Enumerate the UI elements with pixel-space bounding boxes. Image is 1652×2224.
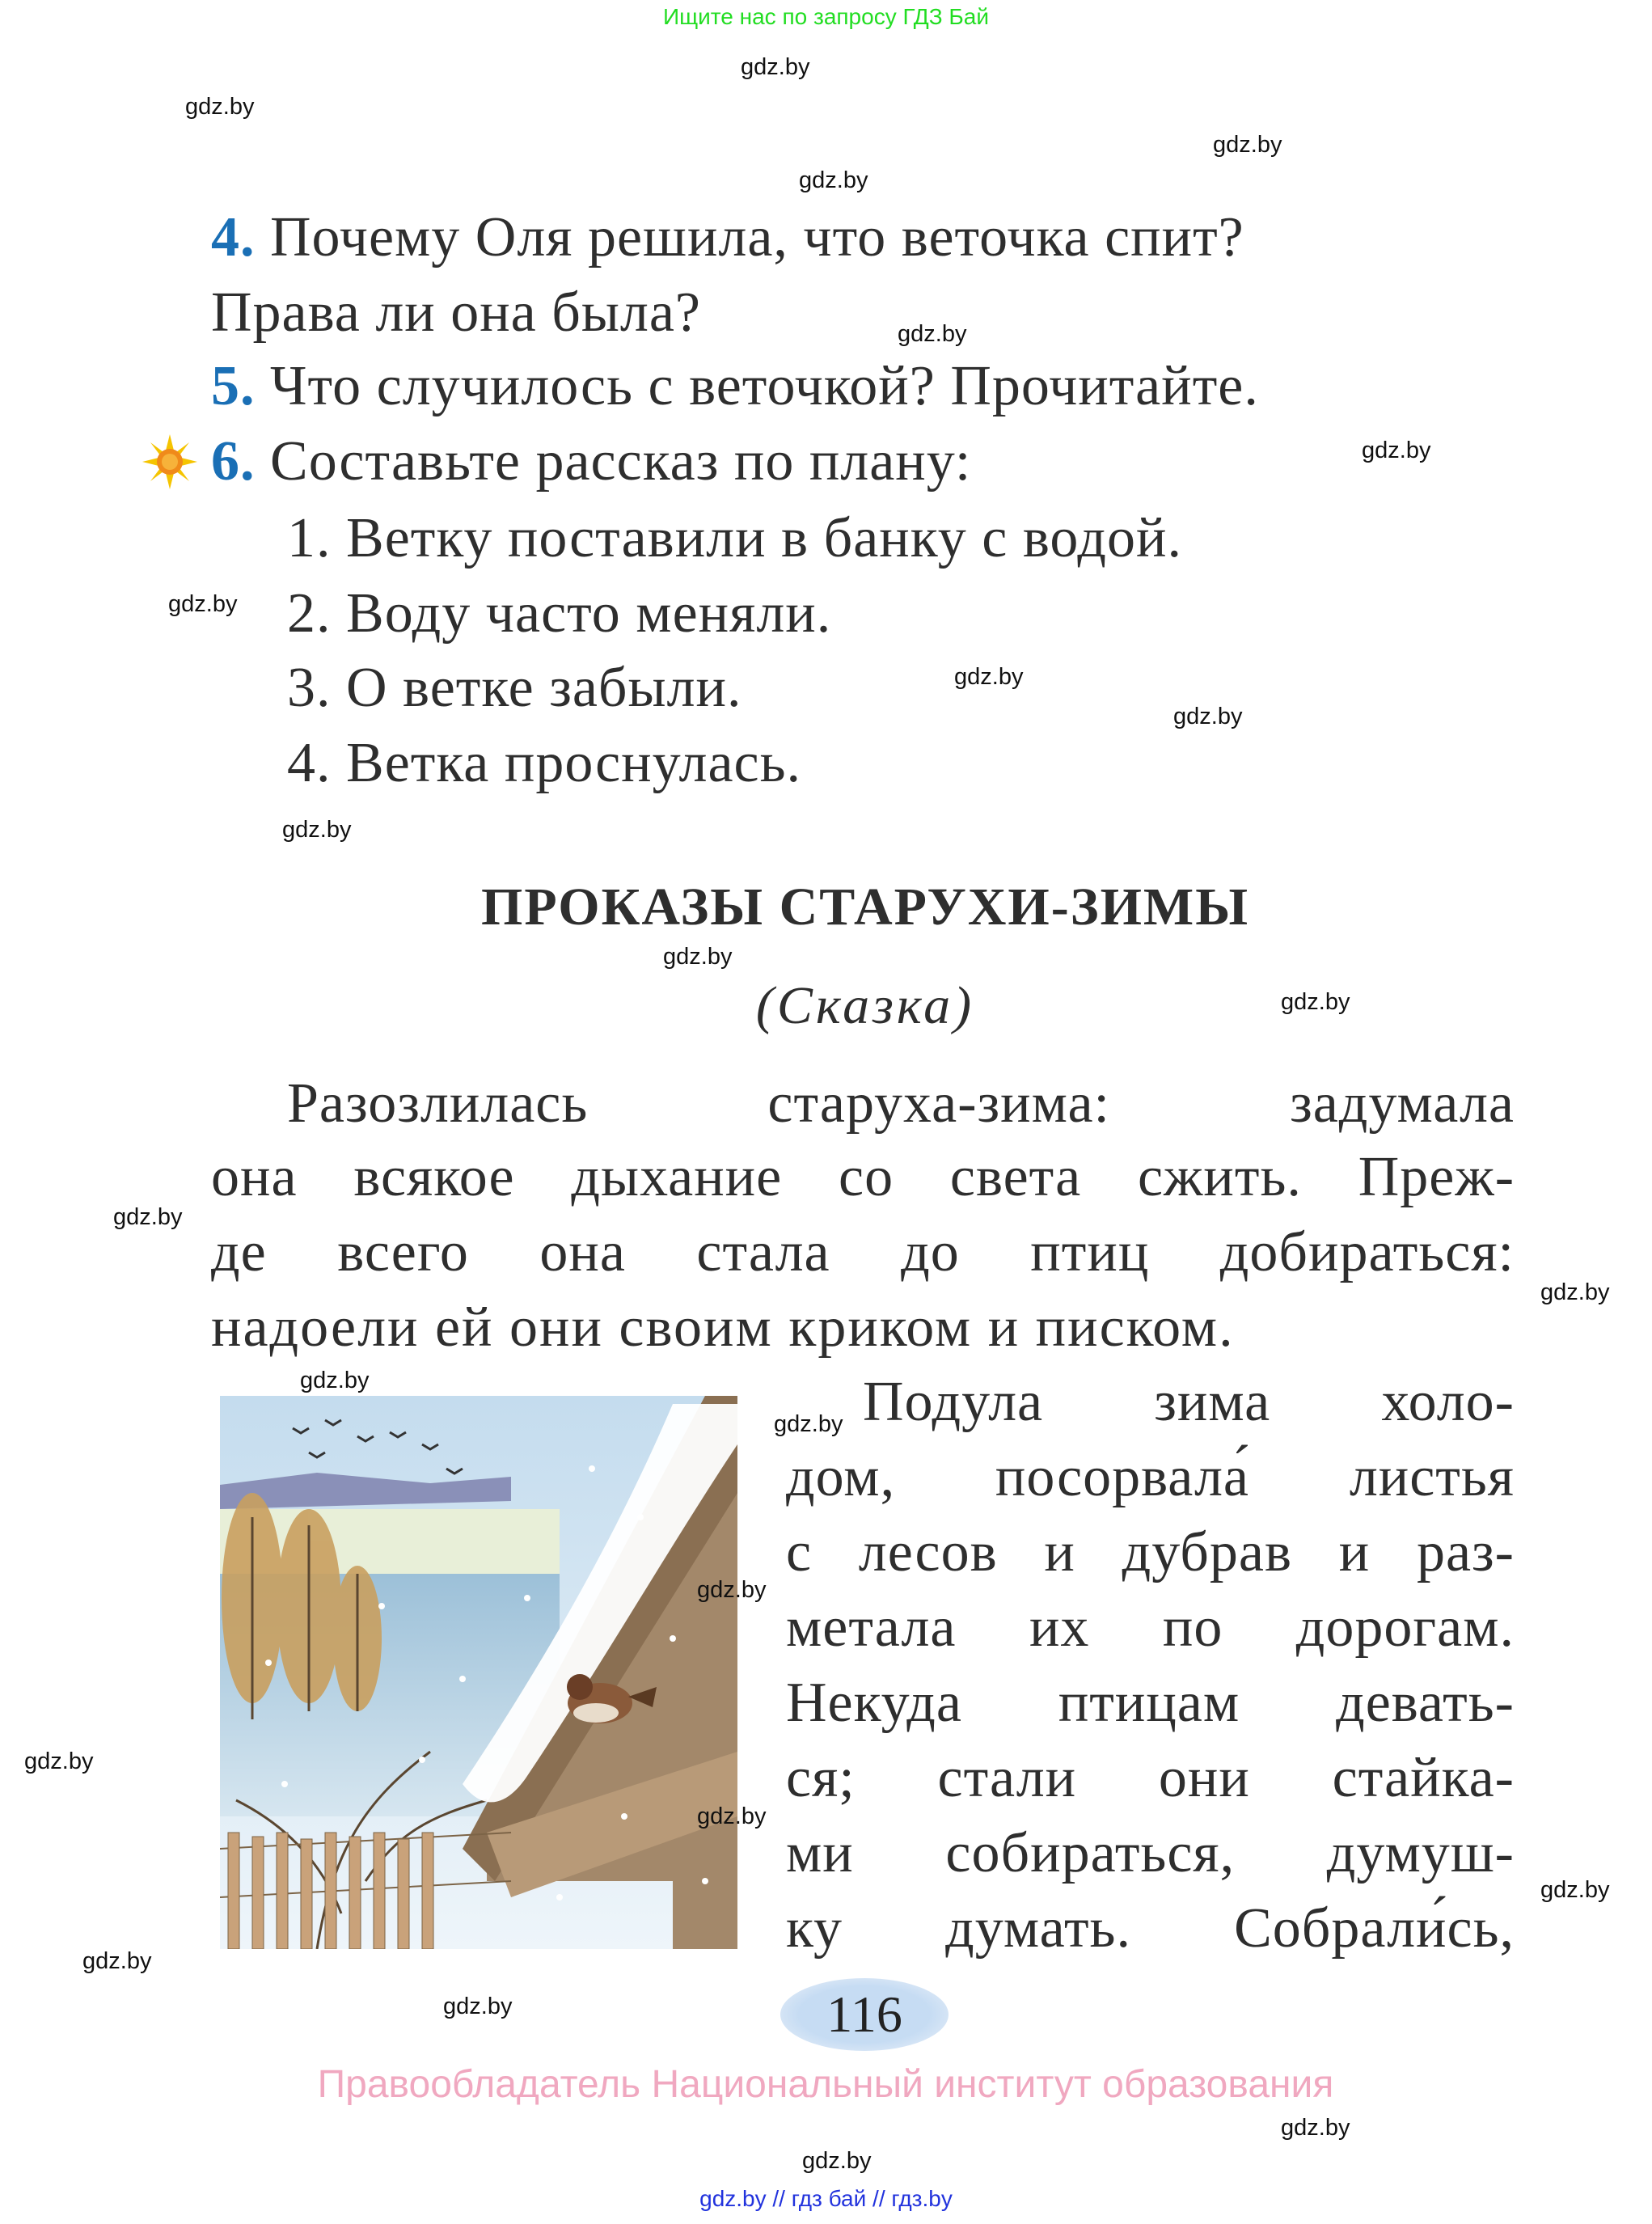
watermark: gdz.by [1540, 1279, 1610, 1305]
sun-icon [142, 434, 197, 489]
winter-illustration [220, 1396, 737, 1949]
watermark: gdz.by [82, 1948, 152, 1974]
story-line: она всякое дыхание со света сжить. Преж- [211, 1146, 1515, 1208]
question-number: 4. [211, 206, 256, 268]
watermark: gdz.by [282, 817, 352, 843]
copyright-notice: Правообладатель Национальный институт образования [317, 2063, 1334, 2106]
question-text: Составьте рассказ по плану: [270, 430, 972, 493]
watermark: gdz.by [168, 591, 238, 617]
story-line: ся; стали они стайка- [786, 1747, 1515, 1809]
story-line: де всего она стала до птиц добираться: [211, 1221, 1515, 1283]
question-4 [211, 201, 1515, 275]
watermark: gdz.by [697, 1577, 767, 1603]
question-number: 6. [211, 430, 256, 493]
watermark: gdz.by [443, 1994, 513, 2019]
plan-item: 4. Ветка проснулась. [287, 732, 802, 794]
watermark: gdz.by [1362, 438, 1431, 463]
watermark: gdz.by [697, 1803, 767, 1829]
watermark: gdz.by [185, 94, 255, 120]
story-subtitle: (Сказка) [755, 976, 975, 1035]
plan-item: 2. Воду часто меняли. [287, 582, 832, 645]
watermark: gdz.by [24, 1748, 94, 1774]
story-line: метала их по дорогам. [786, 1596, 1515, 1659]
watermark: gdz.by [802, 2148, 872, 2174]
question-4-line-2: Права ли она была? [211, 281, 701, 344]
question-number: 5. [211, 355, 256, 417]
page-number: 116 [780, 1978, 949, 2051]
story-line: с лесов и дубрав и раз- [786, 1521, 1515, 1583]
story-title: ПРОКАЗЫ СТАРУХИ-ЗИМЫ [480, 877, 1250, 937]
watermark: gdz.by [1213, 132, 1282, 158]
question-6 [211, 425, 971, 499]
footer-links[interactable]: gdz.by // гдз бай // гдз.by [699, 2186, 953, 2211]
watermark: gdz.by [1281, 989, 1350, 1015]
plan-item: 3. О ветке забыли. [287, 657, 742, 719]
watermark: gdz.by [663, 944, 733, 970]
question-text: Что случилось с веточкой? Прочитайте. [270, 355, 1259, 417]
story-line: Подула зима холо- [863, 1371, 1515, 1433]
story-line: ми собираться, думуш- [786, 1822, 1515, 1884]
header-note: Ищите нас по запросу ГДЗ Бай [662, 4, 990, 29]
watermark: gdz.by [113, 1204, 183, 1230]
watermark: gdz.by [1281, 2115, 1350, 2141]
story-line: ку думать. Собрали́сь, [786, 1897, 1515, 1960]
story-line: Некуда птицам девать- [786, 1672, 1515, 1734]
story-line: Разозлилась старуха-зима: задумала [287, 1072, 1515, 1135]
watermark: gdz.by [774, 1411, 843, 1437]
watermark: gdz.by [799, 167, 868, 193]
watermark: gdz.by [741, 54, 810, 80]
plan-item: 1. Ветку поставили в банку с водой. [287, 507, 1182, 569]
question-5 [211, 349, 1515, 424]
watermark: gdz.by [1540, 1877, 1610, 1903]
watermark: gdz.by [898, 321, 967, 347]
watermark: gdz.by [954, 664, 1024, 690]
watermark: gdz.by [1173, 704, 1243, 729]
watermark: gdz.by [300, 1368, 370, 1393]
story-line: дом, посорвала́ листья [786, 1446, 1515, 1508]
question-text: Почему Оля решила, что веточка спит? [270, 206, 1244, 268]
story-line: надоели ей они своим криком и писком. [211, 1296, 1235, 1359]
